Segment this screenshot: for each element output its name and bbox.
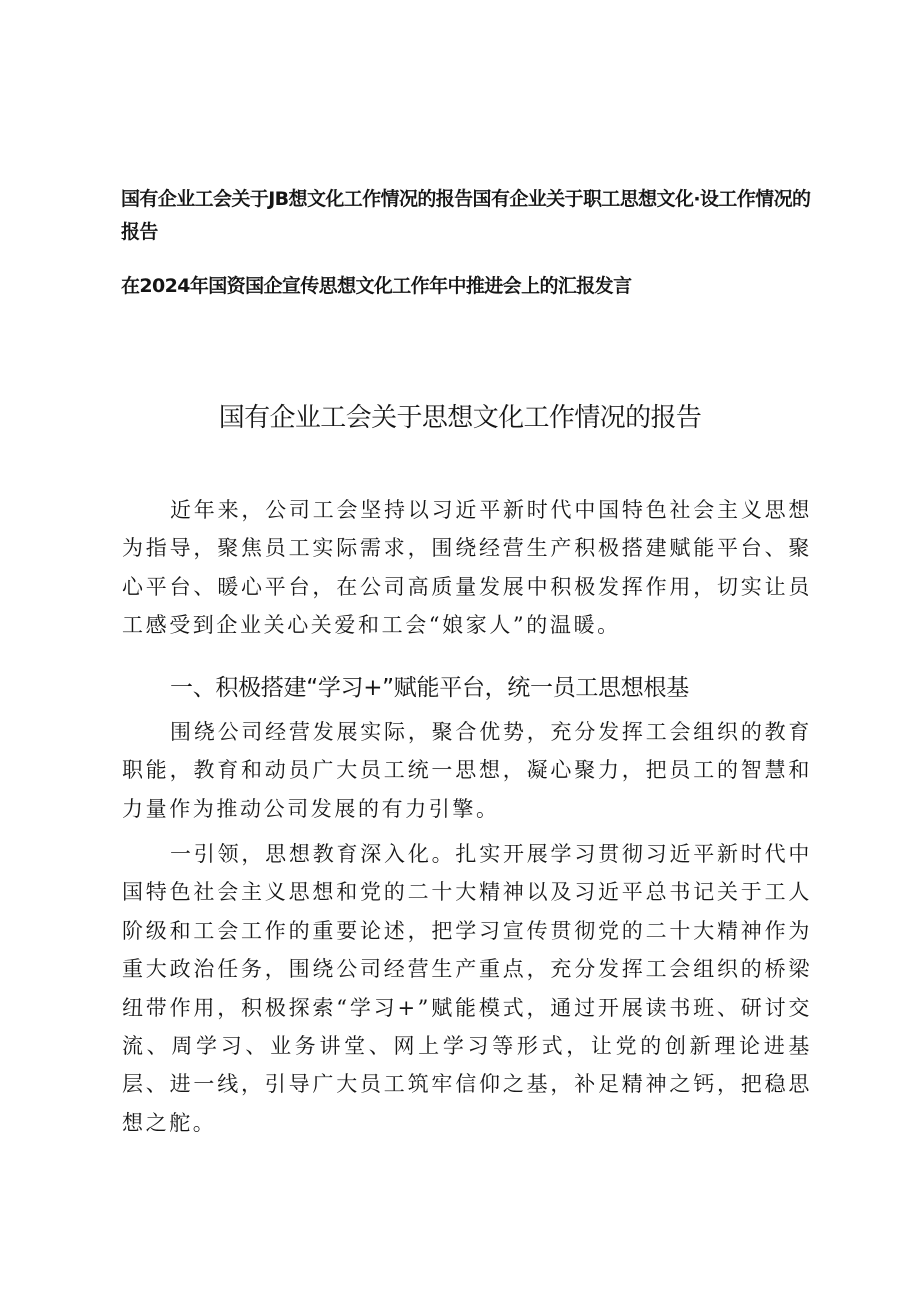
header-line-2: 在2024年国资国企宣传思想文化工作年中推进会上的汇报发言 bbox=[121, 275, 632, 297]
section-1-item-1-paragraph: 一引领，思想教育深入化。扎实开展学习贯彻习近平新时代中国特色社会主义思想和党的二十大精神以及习近平总书记关于工人阶级和工会工作的重要论述，把学习宣传贯彻党的二十大精神作为重大政治任务，围绕公司经营生产重点，充分发挥工会组织的桥梁纽带作用，积极探索“学习+”赋能模式，通过开展读书班、研讨交流、周学习、业务讲堂、网上学习等形式，让党的创新理论进基层、进一线，引导广大员工筑牢信仰之基，补足精神之钙，把稳思想之舵。 bbox=[122, 842, 812, 1135]
document-title: 国有企业工会关于思想文化工作情况的报告 bbox=[218, 403, 702, 433]
section-1-intro-paragraph: 围绕公司经营发展实际，聚合优势，充分发挥工会组织的教育职能，教育和动员广大员工统一思想，凝心聚力，把员工的智慧和力量作为推动公司发展的有力引擎。 bbox=[122, 720, 812, 821]
intro-paragraph: 近年来，公司工会坚持以习近平新时代中国特色社会主义思想为指导，聚焦员工实际需求，围绕经营生产积极搭建赋能平台、聚心平台、暖心平台，在公司高质量发展中积极发挥作用，切实让员工感受到企业关心关爱和工会“娘家人”的温暖。 bbox=[122, 498, 812, 638]
header-line-1: 国有企业工会关于JB想文化工作情况的报告国有企业关于职工思想文化·设工作情况的报告 bbox=[121, 188, 811, 243]
section-1-heading: 一、积极搭建“学习+”赋能平台，统一员工思想根基 bbox=[170, 675, 689, 701]
